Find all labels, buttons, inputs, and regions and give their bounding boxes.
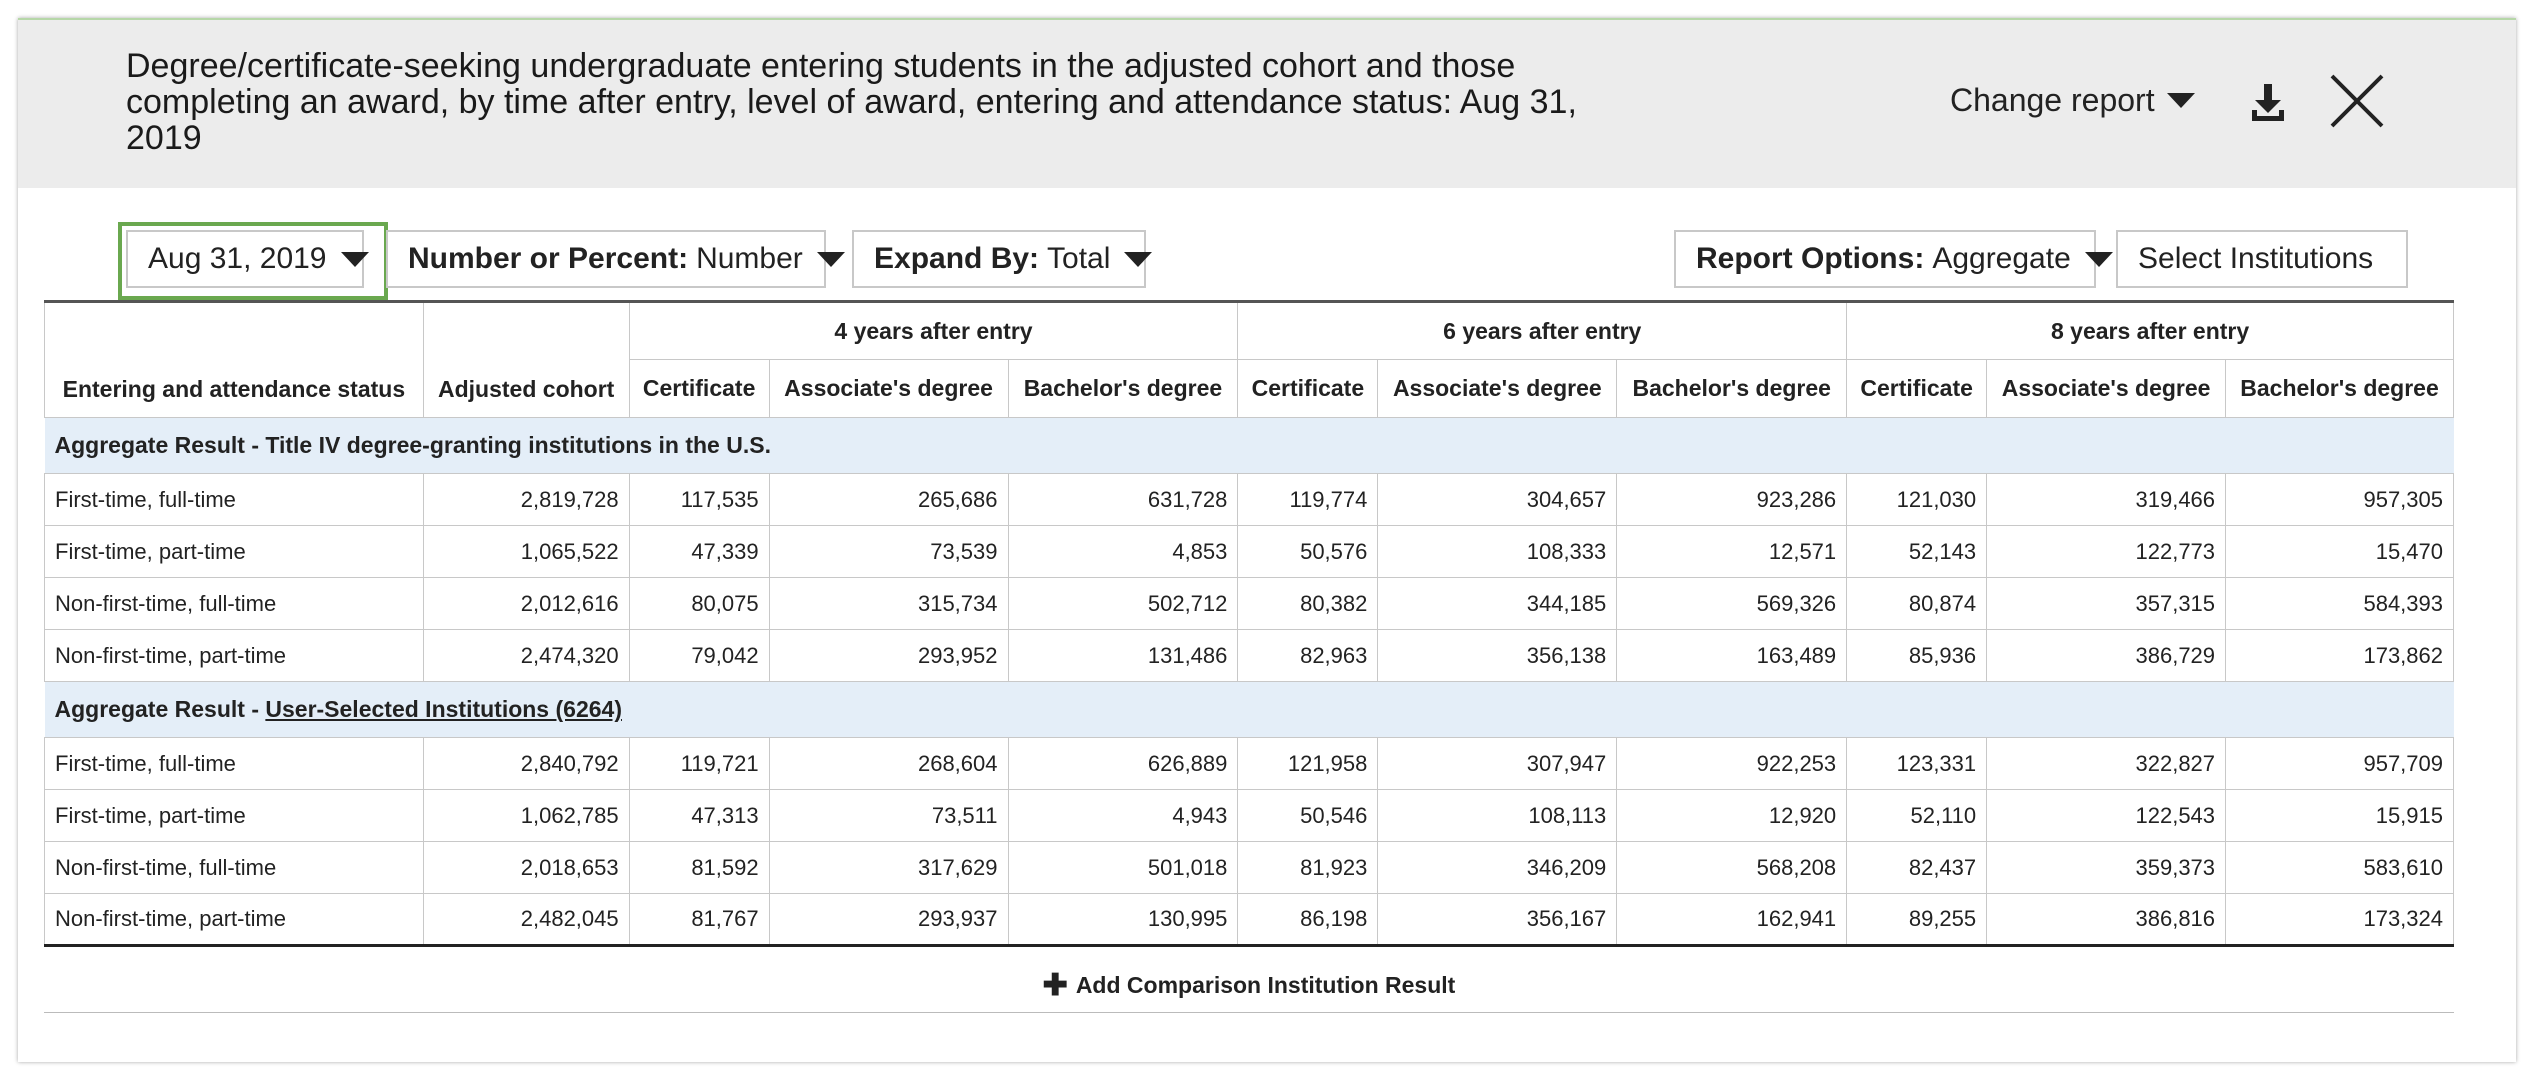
cohort-cell: 2,840,792 bbox=[423, 738, 629, 790]
change-report-button[interactable] bbox=[1950, 82, 2195, 119]
close-icon[interactable] bbox=[2328, 72, 2386, 130]
value-cell: 108,333 bbox=[1378, 526, 1617, 578]
value-cell: 80,075 bbox=[629, 578, 769, 630]
award-header: Associate's degree bbox=[1987, 360, 2226, 418]
group-label: Aggregate Result - Title IV degree-granting institutions in the U.S. bbox=[54, 432, 771, 458]
value-cell: 47,339 bbox=[629, 526, 769, 578]
group-label: Aggregate Result - bbox=[54, 696, 266, 722]
value-cell: 922,253 bbox=[1617, 738, 1847, 790]
award-header: Certificate bbox=[629, 360, 769, 418]
caret-down-icon bbox=[2167, 93, 2195, 108]
value-cell: 117,535 bbox=[629, 474, 769, 526]
cohort-cell: 2,018,653 bbox=[423, 842, 629, 894]
value-cell: 123,331 bbox=[1847, 738, 1987, 790]
value-cell: 957,305 bbox=[2226, 474, 2454, 526]
status-cell: First-time, part-time bbox=[45, 790, 424, 842]
value-cell: 569,326 bbox=[1617, 578, 1847, 630]
table-row bbox=[45, 474, 2454, 526]
value-cell: 502,712 bbox=[1008, 578, 1238, 630]
award-header: Certificate bbox=[1238, 360, 1378, 418]
table-row bbox=[45, 790, 2454, 842]
value-cell: 121,030 bbox=[1847, 474, 1987, 526]
cohort-cell: 2,012,616 bbox=[423, 578, 629, 630]
value-cell: 119,774 bbox=[1238, 474, 1378, 526]
value-cell: 344,185 bbox=[1378, 578, 1617, 630]
value-cell: 131,486 bbox=[1008, 630, 1238, 682]
value-cell: 304,657 bbox=[1378, 474, 1617, 526]
add-comparison-label: Add Comparison Institution Result bbox=[1075, 971, 1456, 998]
cohort-cell: 2,482,045 bbox=[423, 894, 629, 946]
value-cell: 108,113 bbox=[1378, 790, 1617, 842]
value-cell: 86,198 bbox=[1238, 894, 1378, 946]
status-cell: First-time, full-time bbox=[45, 738, 424, 790]
download-icon[interactable] bbox=[2250, 82, 2286, 122]
value-cell: 319,466 bbox=[1987, 474, 2226, 526]
value-cell: 73,539 bbox=[769, 526, 1008, 578]
value-cell: 359,373 bbox=[1987, 842, 2226, 894]
report-options-label: Report Options: bbox=[1696, 242, 1925, 275]
table-body bbox=[45, 418, 2454, 946]
value-cell: 50,546 bbox=[1238, 790, 1378, 842]
value-cell: 293,952 bbox=[769, 630, 1008, 682]
group-label-cell bbox=[45, 418, 2454, 474]
value-cell: 12,571 bbox=[1617, 526, 1847, 578]
award-header: Associate's degree bbox=[769, 360, 1008, 418]
cohort-cell: 1,062,785 bbox=[423, 790, 629, 842]
award-header: Bachelor's degree bbox=[1008, 360, 1238, 418]
award-header: Certificate bbox=[1847, 360, 1987, 418]
value-cell: 268,604 bbox=[769, 738, 1008, 790]
date-select-value: Aug 31, 2019 bbox=[148, 242, 327, 275]
value-cell: 357,315 bbox=[1987, 578, 2226, 630]
value-cell: 173,324 bbox=[2226, 894, 2454, 946]
caret-down-icon bbox=[341, 252, 369, 267]
report-toolbar bbox=[18, 230, 2516, 310]
period-header: 8 years after entry bbox=[1847, 302, 2454, 360]
value-cell: 162,941 bbox=[1617, 894, 1847, 946]
value-cell: 52,110 bbox=[1847, 790, 1987, 842]
status-cell: Non-first-time, full-time bbox=[45, 578, 424, 630]
report-table bbox=[44, 300, 2454, 947]
expand-by-label: Expand By: bbox=[874, 242, 1040, 275]
value-cell: 923,286 bbox=[1617, 474, 1847, 526]
award-header: Bachelor's degree bbox=[2226, 360, 2454, 418]
value-cell: 386,816 bbox=[1987, 894, 2226, 946]
report-header bbox=[18, 20, 2516, 188]
value-cell: 85,936 bbox=[1847, 630, 1987, 682]
group-row bbox=[45, 418, 2454, 474]
change-report-label: Change report bbox=[1950, 82, 2155, 118]
value-cell: 15,915 bbox=[2226, 790, 2454, 842]
value-cell: 89,255 bbox=[1847, 894, 1987, 946]
table-row bbox=[45, 894, 2454, 946]
value-cell: 346,209 bbox=[1378, 842, 1617, 894]
value-cell: 265,686 bbox=[769, 474, 1008, 526]
value-cell: 386,729 bbox=[1987, 630, 2226, 682]
value-cell: 356,167 bbox=[1378, 894, 1617, 946]
status-column-header: Entering and attendance status bbox=[45, 302, 424, 418]
value-cell: 163,489 bbox=[1617, 630, 1847, 682]
value-cell: 79,042 bbox=[629, 630, 769, 682]
value-cell: 356,138 bbox=[1378, 630, 1617, 682]
value-cell: 583,610 bbox=[2226, 842, 2454, 894]
table-row bbox=[45, 526, 2454, 578]
status-cell: Non-first-time, part-time bbox=[45, 894, 424, 946]
cohort-column-header: Adjusted cohort bbox=[423, 302, 629, 418]
value-cell: 119,721 bbox=[629, 738, 769, 790]
value-cell: 957,709 bbox=[2226, 738, 2454, 790]
value-cell: 315,734 bbox=[769, 578, 1008, 630]
value-cell: 50,576 bbox=[1238, 526, 1378, 578]
group-label-cell bbox=[45, 682, 2454, 738]
institutions-link[interactable]: User-Selected Institutions (6264) bbox=[265, 696, 622, 722]
number-or-percent-select[interactable] bbox=[386, 230, 826, 288]
value-cell: 130,995 bbox=[1008, 894, 1238, 946]
value-cell: 501,018 bbox=[1008, 842, 1238, 894]
value-cell: 82,437 bbox=[1847, 842, 1987, 894]
value-cell: 121,958 bbox=[1238, 738, 1378, 790]
report-title: Degree/certificate-seeking undergraduate entering students in the adjusted cohort and those completing an award, by time after entry, level of award, entering and attendance status: Aug 31, 2019 bbox=[126, 47, 1577, 157]
value-cell: 626,889 bbox=[1008, 738, 1238, 790]
award-header: Bachelor's degree bbox=[1617, 360, 1847, 418]
value-cell: 12,920 bbox=[1617, 790, 1847, 842]
table-row bbox=[45, 842, 2454, 894]
caret-down-icon bbox=[1124, 252, 1152, 267]
expand-by-select[interactable] bbox=[852, 230, 1146, 288]
award-header: Associate's degree bbox=[1378, 360, 1617, 418]
value-cell: 584,393 bbox=[2226, 578, 2454, 630]
caret-down-icon bbox=[2085, 252, 2113, 267]
number-or-percent-label: Number or Percent: bbox=[408, 242, 689, 275]
value-cell: 322,827 bbox=[1987, 738, 2226, 790]
cohort-cell: 2,819,728 bbox=[423, 474, 629, 526]
table-row bbox=[45, 630, 2454, 682]
status-cell: Non-first-time, full-time bbox=[45, 842, 424, 894]
value-cell: 631,728 bbox=[1008, 474, 1238, 526]
period-header: 6 years after entry bbox=[1238, 302, 1847, 360]
table-row bbox=[45, 738, 2454, 790]
cohort-cell: 1,065,522 bbox=[423, 526, 629, 578]
report-options-value: Aggregate bbox=[1932, 242, 2071, 275]
value-cell: 80,382 bbox=[1238, 578, 1378, 630]
period-header: 4 years after entry bbox=[629, 302, 1238, 360]
plus-icon: ✚ bbox=[1042, 968, 1068, 1002]
value-cell: 80,874 bbox=[1847, 578, 1987, 630]
date-select[interactable] bbox=[126, 230, 364, 288]
value-cell: 4,853 bbox=[1008, 526, 1238, 578]
select-institutions-button[interactable] bbox=[2116, 230, 2408, 288]
value-cell: 317,629 bbox=[769, 842, 1008, 894]
value-cell: 568,208 bbox=[1617, 842, 1847, 894]
caret-down-icon bbox=[817, 252, 845, 267]
expand-by-value: Total bbox=[1047, 242, 1111, 275]
value-cell: 81,923 bbox=[1238, 842, 1378, 894]
status-cell: First-time, full-time bbox=[45, 474, 424, 526]
status-cell: First-time, part-time bbox=[45, 526, 424, 578]
add-comparison-button[interactable] bbox=[44, 958, 2454, 1013]
value-cell: 15,470 bbox=[2226, 526, 2454, 578]
value-cell: 82,963 bbox=[1238, 630, 1378, 682]
value-cell: 293,937 bbox=[769, 894, 1008, 946]
value-cell: 4,943 bbox=[1008, 790, 1238, 842]
value-cell: 173,862 bbox=[2226, 630, 2454, 682]
number-or-percent-value: Number bbox=[696, 242, 803, 275]
cohort-cell: 2,474,320 bbox=[423, 630, 629, 682]
value-cell: 52,143 bbox=[1847, 526, 1987, 578]
status-cell: Non-first-time, part-time bbox=[45, 630, 424, 682]
value-cell: 307,947 bbox=[1378, 738, 1617, 790]
value-cell: 81,767 bbox=[629, 894, 769, 946]
value-cell: 47,313 bbox=[629, 790, 769, 842]
value-cell: 81,592 bbox=[629, 842, 769, 894]
value-cell: 122,543 bbox=[1987, 790, 2226, 842]
value-cell: 73,511 bbox=[769, 790, 1008, 842]
group-row bbox=[45, 682, 2454, 738]
value-cell: 122,773 bbox=[1987, 526, 2226, 578]
table-row bbox=[45, 578, 2454, 630]
select-institutions-label: Select Institutions bbox=[2138, 242, 2374, 275]
report-options-select[interactable] bbox=[1674, 230, 2096, 288]
